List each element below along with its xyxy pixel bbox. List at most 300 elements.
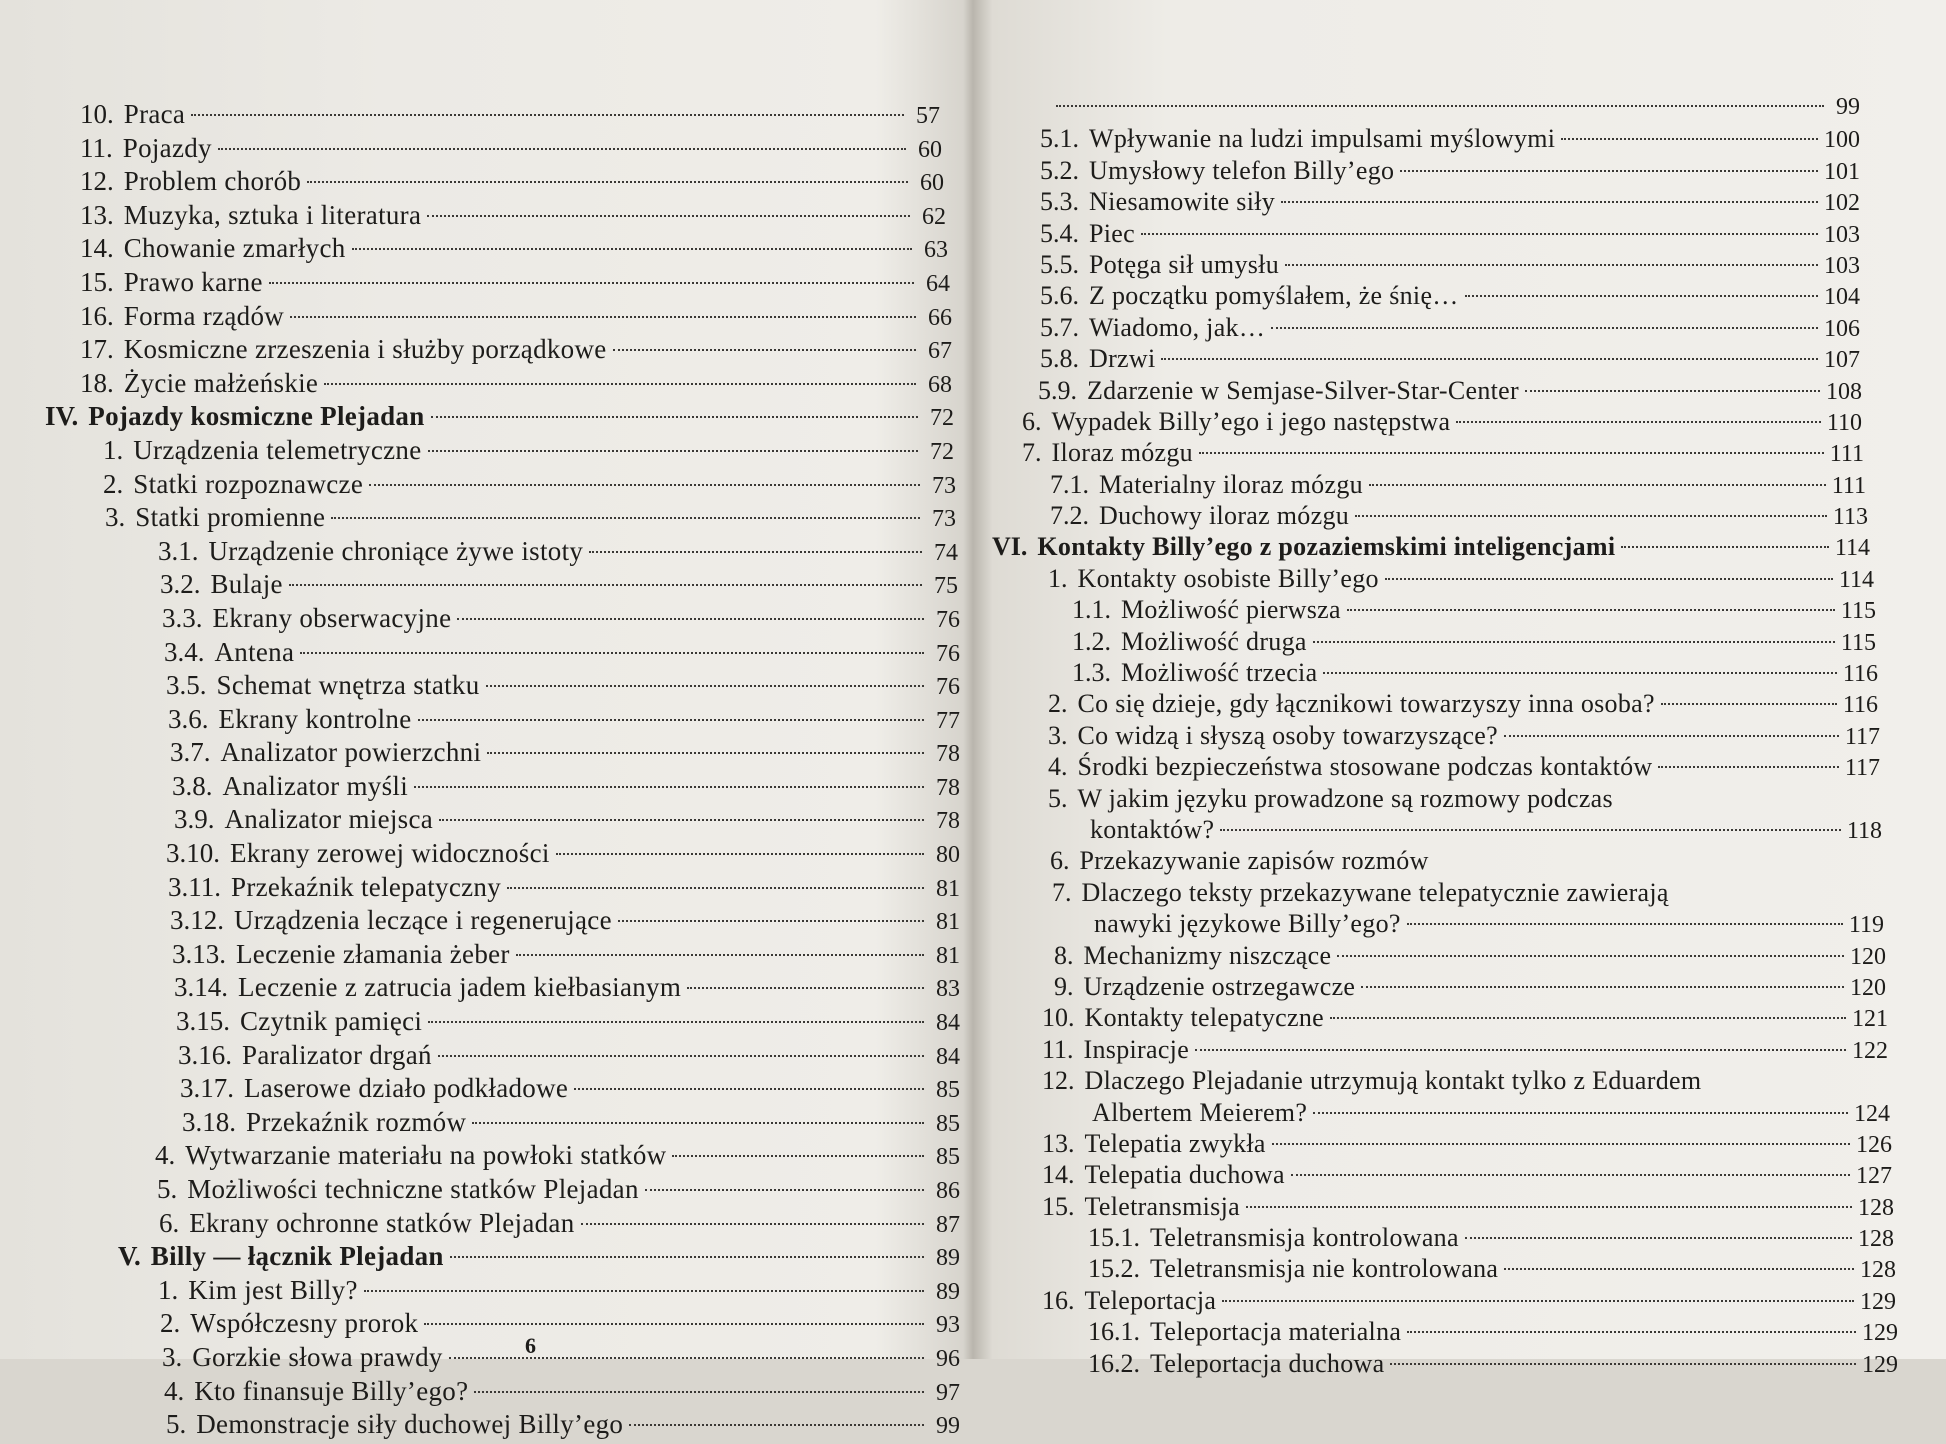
toc-entry — [980, 594, 1946, 625]
toc-entry-page: 78 — [936, 741, 960, 768]
toc-entry-title: Piec — [1089, 218, 1135, 248]
toc-entry-page: 84 — [936, 1043, 960, 1070]
toc-entry-title: Teleportacja duchowa — [1150, 1348, 1385, 1378]
toc-entry-page: 67 — [928, 338, 952, 365]
toc-entry-title: nawyki językowe Billy’ego? — [1094, 909, 1401, 939]
toc-entry-title: Środki bezpieczeństwa stosowane podczas kontaktów — [1077, 752, 1653, 782]
toc-entry-page: 76 — [936, 606, 960, 633]
toc-entry-title: Potęga sił umysłu — [1089, 249, 1279, 279]
toc-entry-page: 116 — [1842, 692, 1878, 719]
toc-entry — [0, 1106, 960, 1140]
dot-leader — [1313, 1112, 1848, 1114]
toc-entry — [980, 940, 1946, 971]
dot-leader — [1337, 955, 1844, 957]
toc-entry-page: 60 — [918, 136, 942, 163]
dot-leader — [191, 114, 904, 116]
dot-leader — [290, 316, 916, 318]
toc-entry-page: 108 — [1826, 378, 1862, 405]
toc-entry — [980, 783, 1946, 814]
dot-leader — [556, 853, 924, 855]
toc-entry-page: 89 — [936, 1278, 960, 1305]
toc-entry-page: 126 — [1856, 1131, 1892, 1158]
toc-entry-title: Urządzenie chroniące żywe istoty — [208, 535, 584, 566]
toc-entry-title: Wiadomo, jak… — [1089, 312, 1266, 342]
dot-leader — [574, 1088, 924, 1090]
toc-entry-page: 60 — [920, 170, 944, 197]
dot-leader — [1347, 609, 1835, 611]
toc-entry — [0, 1207, 960, 1241]
toc-entry-page: 117 — [1844, 755, 1880, 782]
toc-entry — [0, 165, 960, 199]
toc-entry-number: 2. — [160, 1308, 181, 1339]
toc-entry-page: 85 — [936, 1077, 960, 1104]
toc-entry-title: Teletransmisja — [1084, 1191, 1240, 1221]
toc-entry-title: Ekrany obserwacyjne — [212, 602, 452, 633]
toc-entry-page: 73 — [932, 506, 956, 533]
dot-leader — [1271, 327, 1818, 329]
toc-entry-page: 85 — [936, 1144, 960, 1171]
toc-entry — [0, 938, 960, 972]
toc-entry-page: 81 — [936, 909, 960, 936]
toc-entry-title: W jakim języku prowadzone są rozmowy podczas — [1077, 783, 1613, 813]
toc-entry-title: Ekrany ochronne statków Plejadan — [189, 1207, 575, 1238]
toc-entry-page: 111 — [1831, 472, 1866, 499]
toc-entry — [980, 1065, 1946, 1096]
toc-entry-page: 100 — [1824, 127, 1860, 154]
toc-entry-title: Kontakty Billy’ego z pozaziemskimi inteligencjami — [1037, 532, 1616, 562]
toc-entry-number: 15. — [80, 266, 114, 297]
toc-entry-number: 3.10. — [166, 838, 220, 869]
dot-leader — [364, 1290, 924, 1292]
toc-entry-page: 103 — [1824, 252, 1860, 279]
dot-leader — [1465, 1237, 1852, 1239]
toc-entry-title: Czytnik pamięci — [240, 1006, 423, 1037]
toc-entry — [0, 871, 960, 905]
toc-entry-title: kontaktów? — [1090, 814, 1215, 844]
dot-leader — [486, 685, 924, 687]
dot-leader — [1220, 829, 1841, 831]
toc-entry — [980, 469, 1946, 500]
left-page-number: 6 — [525, 1333, 536, 1358]
dot-leader — [414, 786, 924, 788]
toc-entry-number: 4. — [1048, 752, 1068, 782]
toc-entry-title: Co widzą i słyszą osoby towarzyszące? — [1077, 720, 1498, 750]
toc-entry-page: 80 — [936, 842, 960, 869]
dot-leader — [1291, 1174, 1850, 1176]
toc-entry-number: 5. — [157, 1174, 178, 1204]
toc-entry — [0, 1072, 960, 1106]
toc-entry-title: Problem chorób — [123, 166, 302, 197]
toc-entry-page: 104 — [1824, 284, 1860, 311]
toc-entry — [980, 1097, 1946, 1128]
toc-entry-page: 57 — [916, 103, 940, 129]
toc-entry — [980, 814, 1946, 845]
toc-entry-title: Możliwość pierwsza — [1121, 595, 1341, 625]
dot-leader — [438, 1055, 924, 1057]
dot-leader — [1407, 1331, 1856, 1333]
dot-leader — [418, 719, 925, 721]
toc-entry-title: Pojazdy kosmiczne Plejadan — [88, 401, 425, 432]
toc-entry-page: 73 — [932, 472, 956, 499]
toc-entry — [0, 703, 960, 737]
toc-entry-title: Analizator myśli — [222, 770, 409, 801]
toc-entry-title: Co się dzieje, gdy łącznikowi towarzyszy inna osoba? — [1077, 689, 1655, 719]
toc-entry-number: 5.8. — [1040, 344, 1079, 374]
toc-entry-page: 78 — [936, 774, 960, 801]
toc-entry — [0, 1005, 960, 1039]
toc-entry-page: 99 — [1836, 94, 1860, 120]
toc-entry — [0, 803, 960, 837]
toc-entry-number: 6. — [1022, 406, 1042, 436]
toc-entry-title: Teletransmisja nie kontrolowana — [1150, 1254, 1499, 1284]
toc-entry-page: 120 — [1850, 943, 1886, 970]
dot-leader — [1504, 1268, 1854, 1270]
toc-entry — [0, 602, 960, 636]
toc-entry-number: 5.1. — [1040, 124, 1079, 154]
toc-entry-page: 99 — [936, 1413, 960, 1440]
toc-entry-page: 128 — [1858, 1194, 1894, 1221]
toc-entry — [0, 1139, 960, 1173]
toc-entry-number: 3.14. — [174, 972, 228, 1003]
toc-entry — [980, 1191, 1946, 1222]
toc-entry-number: 3.2. — [160, 569, 201, 600]
toc-entry-page: 129 — [1862, 1351, 1898, 1378]
dot-leader — [1161, 358, 1818, 360]
toc-entry-title: Materialny iloraz mózgu — [1099, 469, 1363, 499]
dot-leader — [581, 1223, 925, 1225]
toc-entry-page: 121 — [1852, 1006, 1888, 1033]
toc-entry — [980, 218, 1946, 249]
toc-entry-title: Możliwość druga — [1121, 626, 1307, 656]
toc-entry — [0, 132, 960, 166]
toc-entry-number: 14. — [80, 233, 114, 264]
dot-leader — [1407, 923, 1843, 925]
toc-entry — [980, 343, 1946, 374]
toc-entry — [0, 367, 960, 401]
dot-leader — [1222, 1300, 1854, 1302]
toc-entry-number: 3.9. — [174, 804, 215, 835]
toc-entry-title: Kosmiczne zrzeszenia i służby porządkowe — [123, 334, 607, 365]
toc-entry-number: 8. — [1054, 940, 1074, 970]
toc-entry — [980, 845, 1946, 876]
toc-entry-number: 3.1. — [158, 535, 199, 566]
toc-entry — [0, 1039, 960, 1073]
toc-entry-title: Z początku pomyślałem, że śnię… — [1089, 281, 1459, 311]
dot-leader — [369, 484, 920, 486]
toc-entry-number: 12. — [80, 166, 114, 197]
toc-entry-title: Schemat wnętrza statku — [216, 670, 480, 701]
toc-entry-number: 1.3. — [1072, 658, 1111, 688]
toc-entry — [0, 434, 960, 468]
toc-entry-page: 127 — [1856, 1163, 1892, 1190]
toc-entry — [0, 636, 960, 670]
dot-leader — [687, 987, 924, 989]
dot-leader — [1195, 1049, 1846, 1051]
toc-entry — [0, 1173, 960, 1207]
toc-entry-title: Analizator miejsca — [224, 804, 434, 835]
toc-entry-number: 3.8. — [172, 770, 213, 801]
toc-entry-page: 76 — [936, 640, 960, 667]
dot-leader — [307, 181, 908, 183]
toc-entry-number: 11. — [80, 132, 113, 163]
toc-entry-number: 5. — [166, 1409, 187, 1440]
dot-leader — [324, 383, 916, 385]
toc-entry-page: 118 — [1846, 817, 1882, 844]
toc-entry-number: 15.2. — [1088, 1254, 1140, 1284]
toc-entry-number: 17. — [80, 334, 114, 365]
toc-entry-number: V. — [118, 1241, 141, 1272]
toc-entry-title: Przekaźnik telepatyczny — [231, 871, 502, 902]
toc-entry — [0, 266, 960, 300]
toc-entry — [980, 657, 1946, 688]
toc-entry-number: 5.5. — [1040, 249, 1079, 279]
dot-leader — [1465, 295, 1818, 297]
toc-entry-title: Ekrany kontrolne — [218, 703, 412, 734]
toc-entry-page: 119 — [1848, 912, 1884, 939]
toc-entry-page: 78 — [936, 808, 960, 835]
toc-entry-number: 10. — [1042, 1003, 1075, 1033]
dot-leader — [428, 1021, 924, 1023]
dot-leader — [450, 1256, 924, 1258]
toc-entry-title: Billy — łącznik Plejadan — [150, 1241, 444, 1272]
toc-entry-title: Antena — [214, 636, 295, 667]
toc-entry-title: Urządzenia leczące i regenerujące — [234, 905, 612, 936]
toc-entry-title: Laserowe działo podkładowe — [244, 1073, 569, 1104]
toc-entry — [980, 1128, 1946, 1159]
toc-entry-title: Albertem Meierem? — [1092, 1097, 1308, 1127]
toc-entry-page: 114 — [1834, 535, 1870, 562]
toc-entry-number: 3.7. — [170, 737, 211, 768]
toc-entry-number: 3.18. — [182, 1106, 236, 1137]
dot-leader — [1561, 138, 1818, 140]
toc-entry-page: 81 — [936, 942, 960, 969]
toc-entry-page: 64 — [926, 270, 950, 297]
toc-entry-number: 5.9. — [1038, 375, 1077, 405]
dot-leader — [589, 551, 922, 553]
toc-entry — [0, 904, 960, 938]
toc-entry-number: 15.1. — [1088, 1223, 1140, 1253]
toc-entry — [980, 626, 1946, 657]
toc-entry-number: 3.15. — [176, 1006, 230, 1037]
toc-entry-number: 3. — [162, 1341, 183, 1372]
toc-entry — [0, 669, 960, 703]
toc-entry-title: Drzwi — [1089, 344, 1156, 374]
toc-entry-title: Umysłowy telefon Billy’ego — [1089, 155, 1395, 185]
toc-entry-page: 83 — [936, 976, 960, 1003]
dot-leader — [428, 450, 918, 452]
toc-entry — [0, 501, 960, 535]
toc-entry-number: 1. — [1048, 563, 1068, 593]
toc-entry-page: 74 — [934, 539, 958, 566]
toc-entry-page: 77 — [936, 707, 960, 734]
toc-entry-title: Teleportacja — [1084, 1285, 1217, 1315]
toc-entry — [980, 1316, 1946, 1347]
toc-entry — [980, 1002, 1946, 1033]
toc-entry-number: 12. — [1042, 1066, 1075, 1096]
toc-entry — [0, 1274, 960, 1308]
toc-entry-number: 11. — [1042, 1034, 1074, 1064]
dot-leader — [1361, 986, 1844, 988]
dot-leader — [1323, 672, 1836, 674]
toc-entry-page: 66 — [928, 304, 952, 331]
toc-entry-page: 102 — [1824, 190, 1860, 217]
toc-entry-number: 3.13. — [172, 938, 226, 969]
toc-entry — [980, 720, 1946, 751]
toc-entry-page: 81 — [936, 875, 960, 902]
dot-leader — [1390, 1363, 1856, 1365]
toc-entry — [980, 1253, 1946, 1284]
toc-entry — [980, 971, 1946, 1002]
dot-leader — [1504, 735, 1839, 737]
toc-entry-number: 15. — [1042, 1191, 1075, 1221]
dot-leader — [472, 1122, 924, 1124]
toc-entry — [980, 1034, 1946, 1065]
toc-entry-title: Bulaje — [210, 569, 283, 600]
toc-entry-number: 3.3. — [162, 602, 203, 633]
toc-entry-number: 6. — [159, 1207, 180, 1238]
toc-entry-number: 3. — [105, 502, 126, 533]
toc-entry — [0, 98, 960, 132]
toc-entry — [980, 1222, 1946, 1253]
toc-entry-number: 10. — [80, 99, 114, 129]
dot-leader — [613, 349, 916, 351]
right-page — [980, 0, 1946, 1378]
toc-entry-number: 1.1. — [1072, 595, 1111, 625]
dot-leader — [1199, 452, 1824, 454]
toc-entry-number: 14. — [1042, 1160, 1075, 1190]
toc-entry-number: 3.12. — [170, 905, 224, 936]
toc-entry-title: Chowanie zmarłych — [123, 233, 346, 264]
toc-entry-number: 5.4. — [1040, 218, 1079, 248]
dot-leader — [1330, 1017, 1846, 1019]
toc-entry-page: 107 — [1824, 347, 1860, 374]
toc-entry — [980, 123, 1946, 154]
toc-entry-page: 116 — [1842, 661, 1878, 688]
toc-entry-number: 3. — [1048, 720, 1068, 750]
toc-entry — [980, 280, 1946, 311]
dot-leader — [269, 282, 914, 284]
toc-entry-number: 16.1. — [1088, 1317, 1140, 1347]
toc-entry-title: Współczesny prorok — [190, 1308, 419, 1339]
toc-entry-page: 96 — [936, 1345, 960, 1372]
toc-entry-title: Inspiracje — [1083, 1034, 1190, 1064]
dot-leader — [431, 416, 918, 418]
right-table-of-contents — [980, 92, 1946, 1379]
toc-entry-number: 3.11. — [168, 871, 221, 902]
dot-leader — [439, 819, 924, 821]
toc-entry — [0, 1307, 960, 1341]
toc-entry-title: Możliwość trzecia — [1121, 658, 1318, 688]
toc-entry — [0, 1408, 960, 1442]
dot-leader — [507, 887, 924, 889]
toc-entry-title: Prawo karne — [123, 266, 263, 297]
dot-leader — [424, 1323, 924, 1325]
toc-entry-number: VI. — [992, 532, 1028, 562]
toc-entry — [0, 837, 960, 871]
dot-leader — [474, 1391, 924, 1393]
toc-entry-number: 9. — [1054, 971, 1074, 1001]
toc-entry-page: 93 — [936, 1312, 960, 1339]
toc-entry-title: Praca — [123, 99, 186, 129]
toc-entry-page: 76 — [936, 674, 960, 701]
dot-leader — [1621, 546, 1829, 548]
dot-leader — [1385, 578, 1833, 580]
toc-entry-page: 68 — [928, 371, 952, 398]
toc-entry-title: Demonstracje siły duchowej Billy’ego — [196, 1409, 624, 1440]
toc-entry-number: 3.4. — [164, 636, 205, 667]
toc-entry-title: Przekazywanie zapisów rozmów — [1079, 846, 1429, 876]
toc-entry-number: 1. — [103, 434, 124, 465]
dot-leader — [1355, 515, 1827, 517]
toc-entry-title: Leczenie z zatrucia jadem kiełbasianym — [238, 972, 682, 1003]
toc-entry-title: Analizator powierzchni — [220, 737, 482, 768]
toc-entry-title: Zdarzenie w Semjase-Silver-Star-Center — [1087, 375, 1519, 405]
toc-entry-number: IV. — [45, 401, 79, 432]
toc-entry-page: 113 — [1832, 504, 1868, 531]
toc-entry-title: Mechanizmy niszczące — [1083, 940, 1332, 970]
toc-entry-number: 3.5. — [166, 670, 207, 701]
toc-entry-page: 86 — [936, 1178, 960, 1204]
dot-leader — [352, 248, 912, 250]
toc-entry-number: 4. — [155, 1140, 176, 1171]
toc-entry-title: Leczenie złamania żeber — [236, 938, 510, 969]
toc-entry-title: Urządzenia telemetryczne — [133, 434, 422, 465]
toc-entry — [0, 400, 960, 434]
toc-entry — [980, 437, 1946, 468]
dot-leader — [487, 752, 924, 754]
toc-entry-title: Wpływanie na ludzi impulsami myślowymi — [1089, 124, 1556, 154]
dot-leader — [1246, 1206, 1852, 1208]
toc-entry-number: 16.2. — [1088, 1348, 1140, 1378]
toc-entry-title: Wypadek Billy’ego i jego następstwa — [1051, 406, 1451, 436]
toc-entry-number: 6. — [1050, 846, 1070, 876]
toc-entry-number: 7. — [1022, 438, 1042, 468]
dot-leader — [1400, 170, 1818, 172]
toc-entry-number: 13. — [80, 199, 114, 230]
toc-entry-number: 1.2. — [1072, 626, 1111, 656]
toc-entry-title: Dlaczego teksty przekazywane telepatycznie zawierają — [1081, 877, 1669, 907]
toc-entry — [980, 155, 1946, 186]
toc-entry — [0, 971, 960, 1005]
toc-entry — [980, 406, 1946, 437]
toc-entry-title: Forma rządów — [123, 300, 285, 331]
toc-entry — [0, 232, 960, 266]
toc-entry-number: 7. — [1052, 877, 1072, 907]
toc-entry — [980, 249, 1946, 280]
toc-entry-number: 16. — [80, 300, 114, 331]
toc-entry — [980, 908, 1946, 939]
toc-entry-page: 87 — [936, 1211, 960, 1238]
dot-leader — [427, 215, 910, 217]
toc-entry-page: 115 — [1840, 598, 1876, 625]
toc-entry — [980, 312, 1946, 343]
left-page — [0, 0, 960, 1440]
toc-entry-number: 3.6. — [168, 703, 209, 734]
toc-entry-page: 97 — [936, 1379, 960, 1406]
toc-entry — [980, 563, 1946, 594]
toc-entry-page: 124 — [1854, 1100, 1890, 1127]
toc-entry — [0, 199, 960, 233]
toc-entry-title: Ekrany zerowej widoczności — [230, 838, 550, 869]
toc-entry-title: Kim jest Billy? — [188, 1274, 358, 1305]
toc-entry — [0, 300, 960, 334]
toc-entry — [980, 1348, 1946, 1379]
dot-leader — [1285, 264, 1818, 266]
dot-leader — [457, 618, 924, 620]
toc-entry — [980, 531, 1946, 562]
toc-entry-page: 117 — [1844, 723, 1880, 750]
toc-entry-title: Statki rozpoznawcze — [133, 468, 364, 499]
